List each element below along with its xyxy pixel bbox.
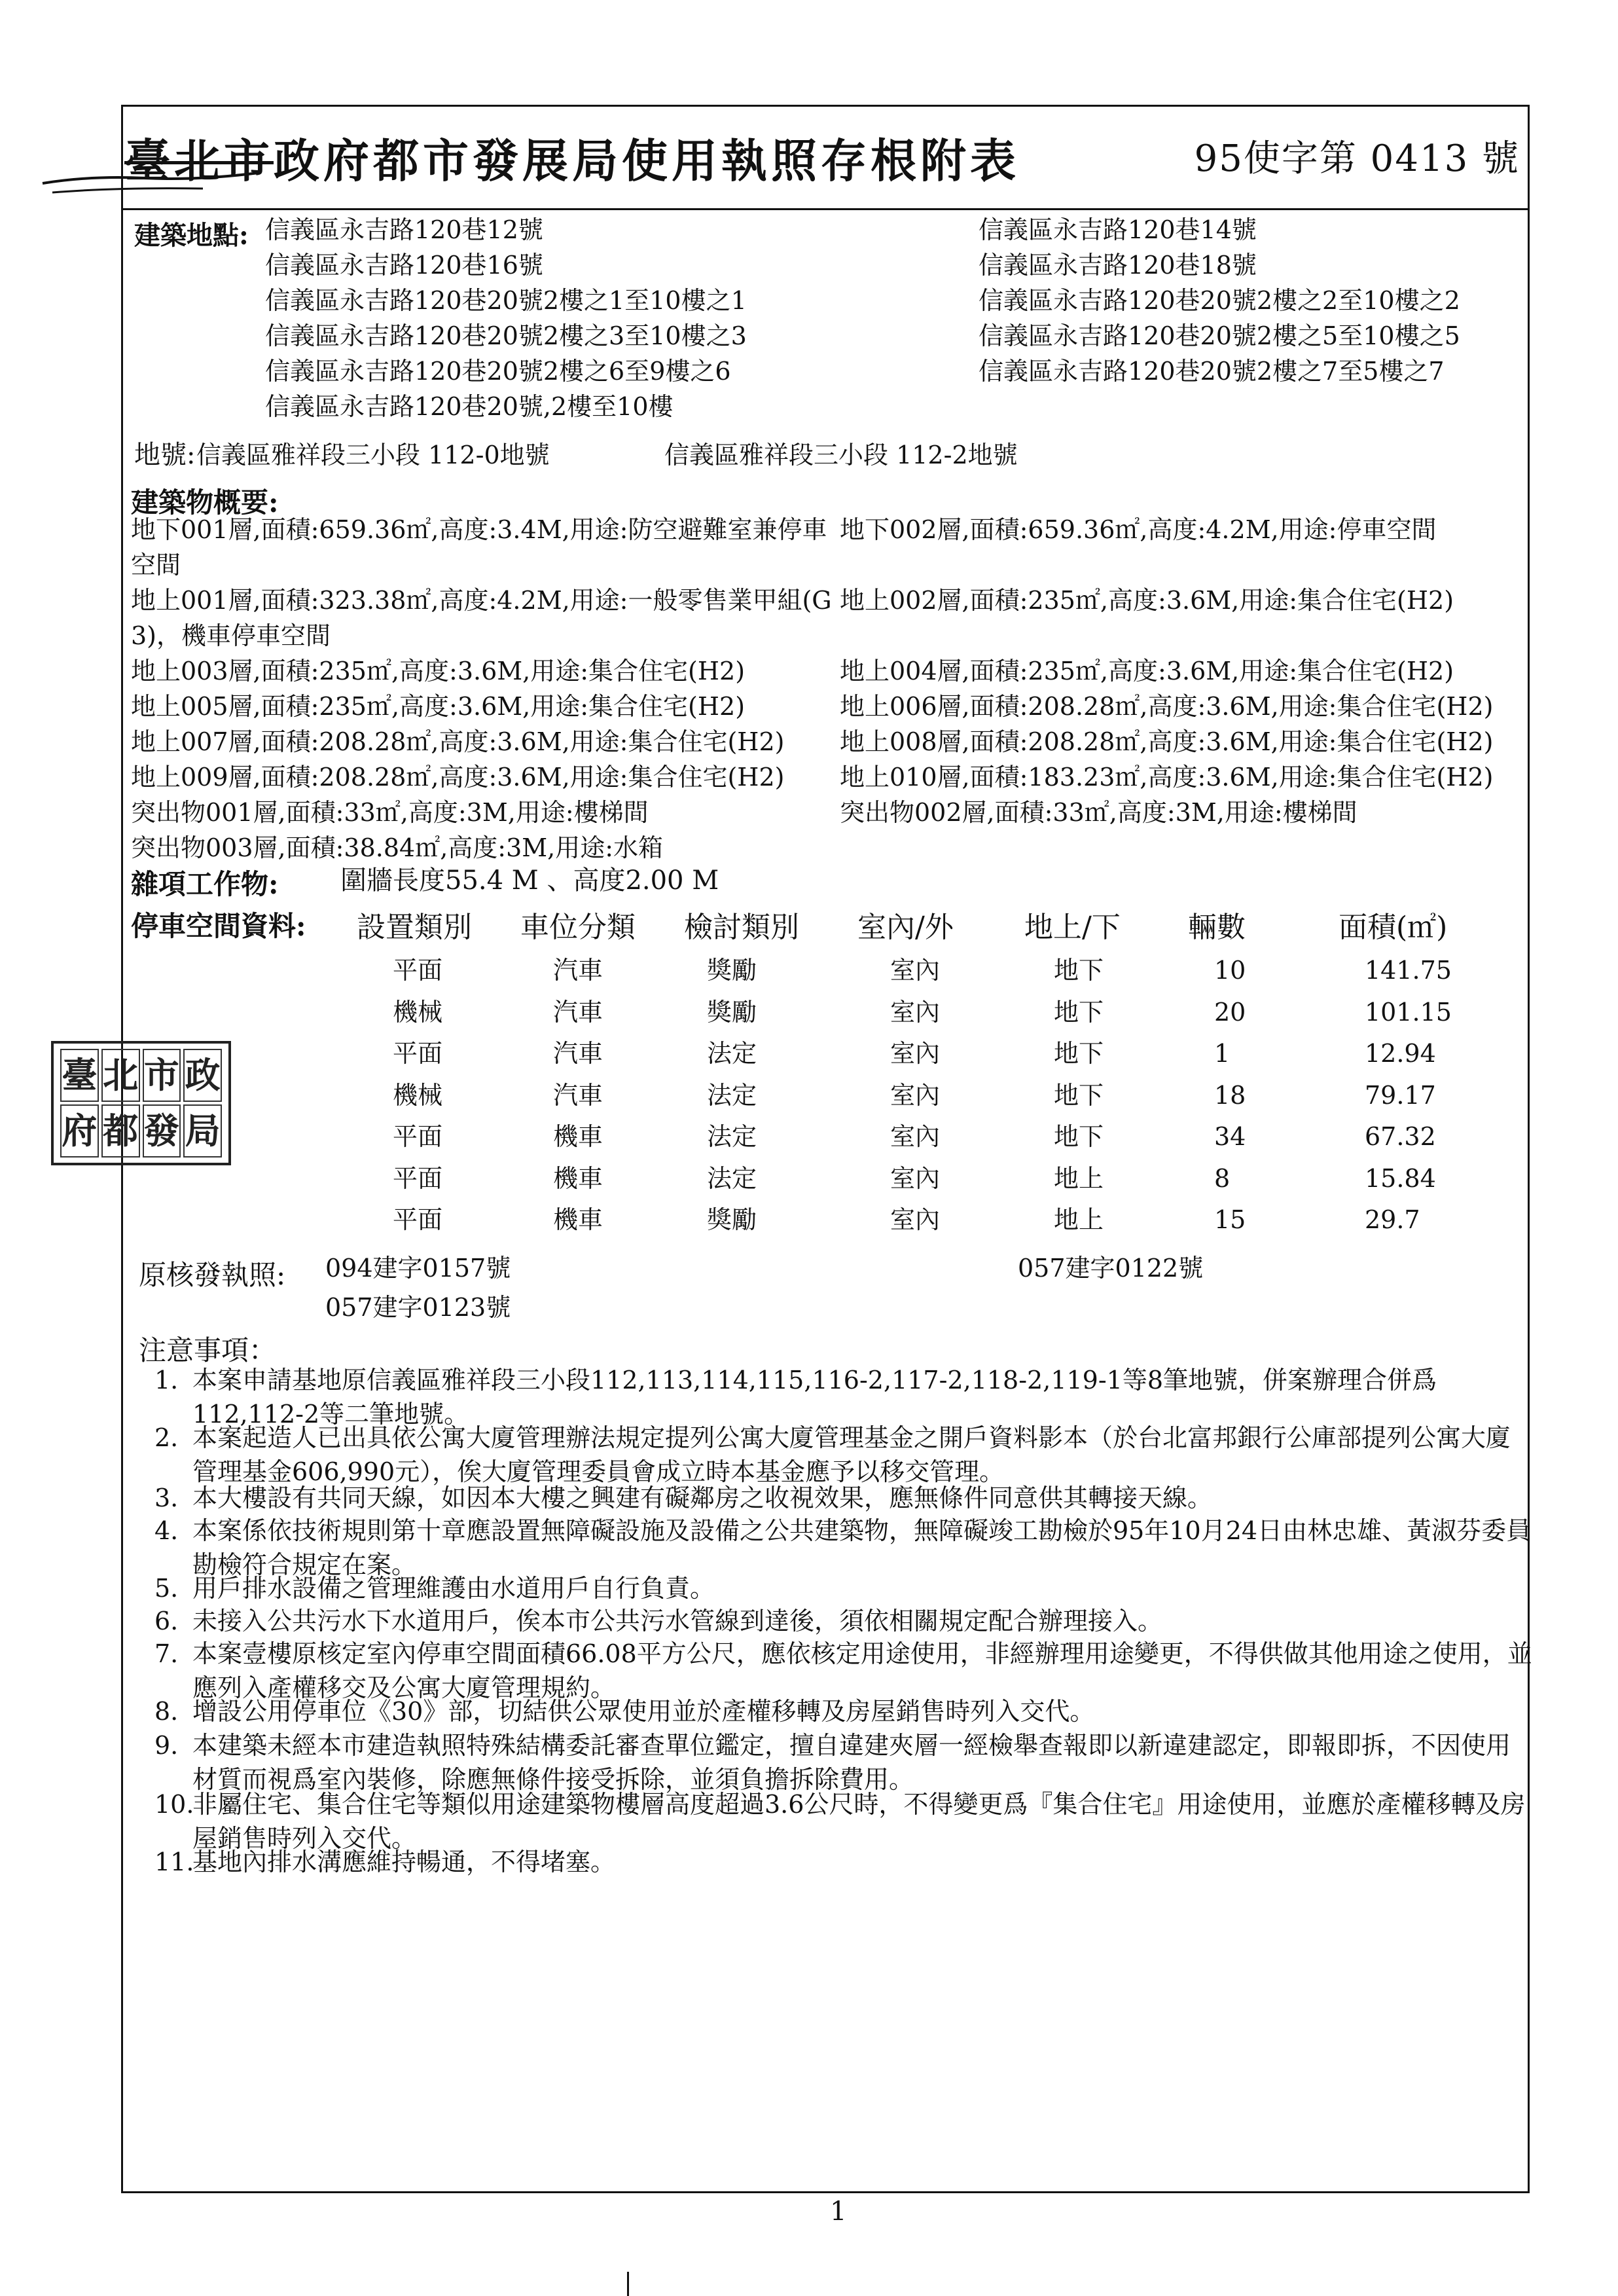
site-address: 信義區永吉路120巷20號2樓之2至10樓之2	[979, 286, 1460, 315]
stamp-char: 北	[101, 1049, 140, 1102]
title-divider	[121, 208, 1530, 210]
overview-line: 地上001層,面積:323.38㎡,高度:4.2M,用途:一般零售業甲組(G	[131, 586, 832, 615]
parking-cell: 室內	[890, 1039, 941, 1068]
parking-cell: 法定	[707, 1039, 757, 1068]
overview-line: 地上004層,面積:235㎡,高度:3.6M,用途:集合住宅(H2)	[840, 657, 1454, 685]
parking-cell: 法定	[707, 1163, 757, 1193]
site-address: 信義區永吉路120巷20號2樓之5至10樓之5	[979, 321, 1460, 350]
parking-cell: 汽車	[553, 997, 603, 1027]
overview-right-column	[840, 512, 1493, 830]
parking-header-review: 檢討類別	[684, 911, 799, 944]
note-text: 增設公用停車位《30》部，切結供公眾使用並於產權移轉及房屋銷售時列入交代。	[192, 1697, 1095, 1726]
overview-line: 地下001層,面積:659.36㎡,高度:3.4M,用途:防空避難室兼停車	[131, 515, 827, 544]
stamp-char: 市	[143, 1049, 181, 1102]
overview-line	[840, 547, 1493, 583]
note-item	[154, 1604, 1535, 1638]
stamp-char: 局	[183, 1104, 222, 1157]
note-number: 1.	[154, 1366, 179, 1394]
parking-cell: 平面	[393, 1205, 443, 1234]
site-address: 信義區永吉路120巷12號	[265, 215, 543, 244]
note-item	[154, 1481, 1535, 1515]
page-number: 1	[830, 2196, 847, 2227]
parking-cell: 平面	[393, 956, 443, 985]
parking-cell: 機械	[393, 1080, 443, 1110]
note-text: 本案壹樓原核定室內停車空間面積66.08平方公尺，應依核定用途使用，非經辦理用途變更，不得供做其他用途之使用，並應列入產權移交及公寓大廈管理規約。	[192, 1639, 1532, 1702]
stamp-char: 都	[101, 1104, 140, 1157]
overview-line: 3)，機車停車空間	[131, 621, 331, 650]
parking-cell: 1	[1214, 1039, 1231, 1068]
overview-line: 地上008層,面積:208.28㎡,高度:3.6M,用途:集合住宅(H2)	[840, 727, 1494, 756]
parking-cell: 汽車	[553, 1039, 603, 1068]
overview-line: 突出物002層,面積:33㎡,高度:3M,用途:樓梯間	[840, 798, 1357, 827]
parking-cell: 室內	[890, 1205, 941, 1234]
parking-cell: 101.15	[1365, 997, 1452, 1027]
parking-header-area: 面積(㎡)	[1339, 911, 1448, 944]
note-number: 11.	[154, 1848, 194, 1876]
site-address-right-list	[979, 212, 1460, 389]
note-number: 3.	[154, 1484, 179, 1512]
parking-cell: 法定	[707, 1122, 757, 1151]
note-number: 10.	[154, 1790, 194, 1819]
lot-label: 地號:	[134, 440, 196, 470]
note-number: 6.	[154, 1607, 179, 1635]
note-item	[154, 1694, 1535, 1728]
site-label: 建築地點:	[134, 220, 249, 251]
parking-cell: 34	[1214, 1122, 1246, 1151]
site-address: 信義區永吉路120巷16號	[265, 251, 543, 280]
parking-cell: 29.7	[1365, 1205, 1420, 1234]
note-item	[154, 1728, 1535, 1796]
note-text: 基地內排水溝應維持暢通，不得堵塞。	[192, 1848, 616, 1876]
parking-cell: 10	[1214, 956, 1246, 985]
parking-cell: 15.84	[1365, 1163, 1436, 1193]
overview-line: 地上009層,面積:208.28㎡,高度:3.6M,用途:集合住宅(H2)	[131, 763, 785, 792]
parking-cell: 12.94	[1365, 1039, 1436, 1068]
note-text: 本建築未經本市建造執照特殊結構委託審查單位鑑定，擅自違建夾層一經檢舉查報即以新違建認定，即報即拆，不因使用材質而視爲室內裝修，除應無條件接受拆除，並須負擔拆除費用。	[192, 1731, 1511, 1794]
permit-number: 95使字第 0413 號	[1194, 137, 1520, 180]
overview-left-column	[131, 512, 832, 866]
parking-cell: 平面	[393, 1039, 443, 1068]
notes-label: 注意事項：	[139, 1334, 277, 1366]
note-text: 非屬住宅、集合住宅等類似用途建築物樓層高度超過3.6公尺時，不得變更爲『集合住宅』用途使用，並應於產權移轉及房屋銷售時列入交代。	[192, 1790, 1526, 1853]
overview-line: 地上010層,面積:183.23㎡,高度:3.6M,用途:集合住宅(H2)	[840, 763, 1494, 792]
parking-cell: 平面	[393, 1122, 443, 1151]
note-text: 用戶排水設備之管理維護由水道用戶自行負責。	[192, 1574, 715, 1603]
page-title	[124, 124, 1020, 191]
note-number: 4.	[154, 1516, 179, 1545]
parking-cell: 79.17	[1365, 1080, 1436, 1110]
site-address: 信義區永吉路120巷18號	[979, 251, 1257, 280]
parking-cell: 地上	[1054, 1163, 1104, 1193]
parking-header-count: 輛數	[1188, 911, 1246, 944]
overview-line: 地上002層,面積:235㎡,高度:3.6M,用途:集合住宅(H2)	[840, 586, 1454, 615]
parking-cell: 機車	[553, 1163, 603, 1193]
parking-cell: 汽車	[553, 956, 603, 985]
parking-header-type: 設置類別	[357, 911, 472, 944]
overview-label: 建築物概要:	[131, 486, 279, 519]
parking-cell: 平面	[393, 1163, 443, 1193]
parking-label: 停車空間資料:	[131, 910, 306, 942]
parking-cell: 法定	[707, 1080, 757, 1110]
note-number: 8.	[154, 1697, 179, 1726]
stamp-char: 臺	[60, 1049, 99, 1102]
parking-cell: 室內	[890, 1122, 941, 1151]
official-stamp	[51, 1041, 231, 1165]
title-main-part: 政府都市發展局使用執照存根附表	[274, 134, 1020, 188]
scan-tick-mark	[627, 2272, 629, 2296]
site-address: 信義區永吉路120巷20號,2樓至10樓	[265, 392, 674, 421]
parking-header-vehicle: 車位分類	[520, 911, 636, 944]
parking-header-indoor: 室內/外	[857, 911, 954, 944]
lot-number: 信義區雅祥段三小段 112-0地號	[196, 441, 550, 469]
parking-header-level: 地上/下	[1024, 911, 1121, 944]
original-permit: 094建字0157號	[325, 1254, 511, 1283]
parking-cell: 獎勵	[707, 997, 757, 1027]
note-text: 本案申請基地原信義區雅祥段三小段112,113,114,115,116-2,117-2,118-2,119-1等8筆地號，併案辦理合併爲112,112-2等二筆地號。	[192, 1366, 1437, 1429]
overview-line: 地上005層,面積:235㎡,高度:3.6M,用途:集合住宅(H2)	[131, 692, 746, 721]
parking-cell: 獎勵	[707, 956, 757, 985]
parking-cell: 機車	[553, 1205, 603, 1234]
parking-cell: 8	[1214, 1163, 1231, 1193]
parking-cell: 地下	[1054, 956, 1104, 985]
parking-cell: 獎勵	[707, 1205, 757, 1234]
note-text: 本案起造人已出具依公寓大廈管理辦法規定提列公寓大廈管理基金之開戶資料影本（於台北富邦銀行公庫部提列公寓大廈管理基金606,990元），俟大廈管理委員會成立時本基金應予以移交管理。	[192, 1423, 1511, 1486]
site-address-left-list	[265, 212, 747, 424]
site-address: 信義區永吉路120巷20號2樓之7至5樓之7	[979, 357, 1445, 386]
parking-cell: 室內	[890, 1163, 941, 1193]
parking-cell: 20	[1214, 997, 1246, 1027]
parking-cell: 室內	[890, 956, 941, 985]
parking-cell: 室內	[890, 997, 941, 1027]
parking-cell: 18	[1214, 1080, 1246, 1110]
parking-cell: 地下	[1054, 1039, 1104, 1068]
parking-cell: 67.32	[1365, 1122, 1436, 1151]
overview-line: 地上003層,面積:235㎡,高度:3.6M,用途:集合住宅(H2)	[131, 657, 746, 685]
parking-cell: 141.75	[1365, 956, 1452, 985]
note-item	[154, 1571, 1535, 1605]
note-text: 未接入公共污水下水道用戶，俟本市公共污水管線到達後，須依相關規定配合辦理接入。	[192, 1607, 1163, 1635]
overview-line: 突出物001層,面積:33㎡,高度:3M,用途:樓梯間	[131, 798, 649, 827]
site-address: 信義區永吉路120巷20號2樓之1至10樓之1	[265, 286, 747, 315]
parking-cell: 地下	[1054, 997, 1104, 1027]
parking-cell: 機械	[393, 997, 443, 1027]
site-address: 信義區永吉路120巷14號	[979, 215, 1257, 244]
original-permits-label: 原核發執照:	[139, 1259, 286, 1291]
overview-line: 突出物003層,面積:38.84㎡,高度:3M,用途:水箱	[131, 833, 664, 862]
note-number: 5.	[154, 1574, 179, 1603]
stamp-char: 發	[143, 1104, 181, 1157]
stamp-char: 政	[183, 1049, 222, 1102]
misc-value: 圍牆長度55.4 M 、高度2.00 M	[340, 866, 719, 896]
site-address: 信義區永吉路120巷20號2樓之6至9樓之6	[265, 357, 731, 386]
stamp-char: 府	[60, 1104, 99, 1157]
note-number: 9.	[154, 1731, 179, 1760]
parking-cell: 地下	[1054, 1080, 1104, 1110]
parking-cell: 汽車	[553, 1080, 603, 1110]
parking-cell: 室內	[890, 1080, 941, 1110]
lot-number: 信義區雅祥段三小段 112-2地號	[664, 441, 1018, 469]
parking-cell: 地上	[1054, 1205, 1104, 1234]
note-item	[154, 1421, 1535, 1489]
overview-line	[840, 618, 1493, 653]
note-text: 本案係依技術規則第十章應設置無障礙設施及設備之公共建築物，無障礙竣工勘檢於95年10月24日由林忠雄、黃淑芬委員勘檢符合規定在案。	[192, 1516, 1532, 1579]
note-number: 2.	[154, 1423, 179, 1452]
original-permit: 057建字0123號	[325, 1293, 511, 1322]
parking-cell: 機車	[553, 1122, 603, 1151]
note-number: 7.	[154, 1639, 179, 1668]
title-struck-part: 臺北市	[124, 134, 274, 188]
overview-line: 地上006層,面積:208.28㎡,高度:3.6M,用途:集合住宅(H2)	[840, 692, 1494, 721]
overview-line: 地下002層,面積:659.36㎡,高度:4.2M,用途:停車空間	[840, 515, 1437, 544]
parking-cell: 地下	[1054, 1122, 1104, 1151]
note-text: 本大樓設有共同天線，如因本大樓之興建有礙鄰房之收視效果，應無條件同意供其轉接天線。	[192, 1484, 1213, 1512]
parking-cell: 15	[1214, 1205, 1246, 1234]
original-permit: 057建字0122號	[1018, 1254, 1204, 1283]
site-address: 信義區永吉路120巷20號2樓之3至10樓之3	[265, 321, 747, 350]
note-item	[154, 1845, 1535, 1879]
misc-label: 雜項工作物:	[131, 868, 279, 900]
overview-line: 地上007層,面積:208.28㎡,高度:3.6M,用途:集合住宅(H2)	[131, 727, 785, 756]
overview-line: 空間	[131, 551, 181, 579]
